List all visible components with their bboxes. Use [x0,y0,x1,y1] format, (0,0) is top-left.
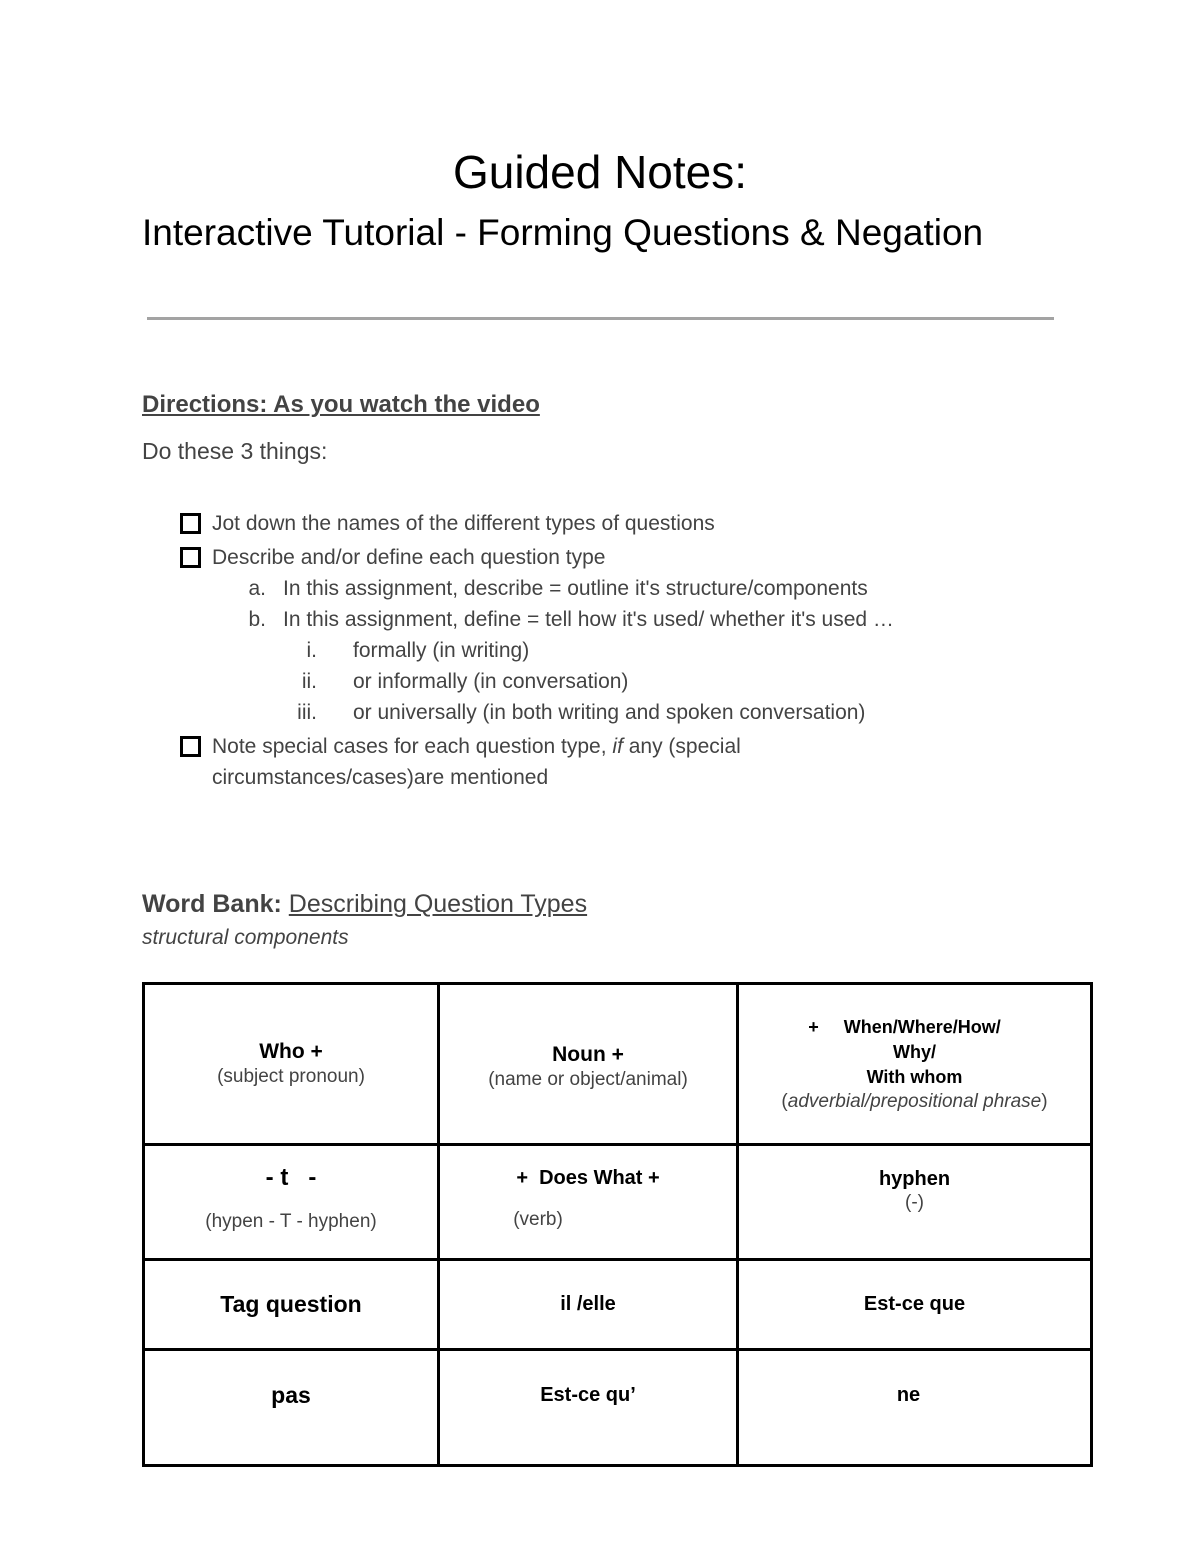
cell-main-text: hyphen [878,1167,951,1190]
cell-sub-text: (verb) [513,1208,563,1230]
page-title: Guided Notes: [452,146,748,198]
checklist-item-text-line2: circumstances/cases)are mentioned [212,766,549,789]
table-cell [439,1145,738,1260]
cell-sub-text: (subject pronoun) [217,1066,365,1087]
paren: ( [781,1090,788,1112]
page-subtitle: Interactive Tutorial - Forming Questions & Negation [142,212,984,253]
word-bank-heading [142,888,587,920]
table-cell [738,1260,1092,1350]
horizontal-divider [147,317,1054,320]
paren: ) [1041,1090,1048,1112]
word-bank-label: Word Bank: [142,890,282,918]
table-cell [144,1145,439,1260]
cell-main-text: - t - [265,1164,317,1191]
cell-sub-text: (hypen - T - hyphen) [205,1211,377,1232]
directions-heading: Directions: As you watch the video [142,391,540,418]
table-cell [144,984,439,1145]
table-cell [439,1350,738,1466]
word-bank-subtitle: structural components [142,926,349,949]
table-cell [144,1350,439,1466]
table-row [144,1260,1092,1350]
cell-line: With whom [866,1066,963,1087]
checkbox-icon[interactable] [180,547,201,568]
cell-main-text: Est-ce que [863,1293,966,1315]
table-cell [738,984,1092,1145]
cell-main-text: il /elle [560,1293,616,1315]
checklist-text-part: any (special [622,735,741,758]
table-cell [144,1260,439,1350]
cell-line: + When/Where/How/ [808,1016,1001,1037]
table-row [144,1350,1092,1466]
table-cell [439,984,738,1145]
list-marker: ii. [301,670,317,693]
sub-list-item-text: In this assignment, describe = outline it's structure/components [283,577,868,600]
list-marker: iii. [297,701,317,724]
cell-main-text: Tag question [220,1291,362,1317]
list-marker: a. [248,577,266,600]
word-bank-table [142,982,1093,1467]
sub-sub-list-item-text: formally (in writing) [353,639,530,662]
list-marker: i. [306,639,317,662]
checkbox-icon[interactable] [180,736,201,757]
cell-main-text: ne [896,1383,921,1406]
checklist-item-text: Describe and/or define each question type [212,546,606,569]
checklist-text-part: Note special cases for each question type, [212,735,613,758]
sub-sub-list-item-text: or universally (in both writing and spoken conversation) [353,701,866,724]
cell-line: Why/ [893,1041,936,1062]
cell-main-text: Who + [259,1040,323,1063]
cell-sub-text: (-) [905,1191,924,1213]
sub-sub-list-item-text: or informally (in conversation) [353,670,629,693]
cell-sub-text: (name or object/animal) [488,1069,688,1090]
checklist-item-text [212,731,741,762]
cell-main-text: pas [271,1382,311,1408]
checkbox-icon[interactable] [180,513,201,534]
table-cell [738,1145,1092,1260]
cell-main-text: Est-ce qu’ [540,1383,636,1406]
sub-list-item-text: In this assignment, define = tell how it's used/ whether it's used … [283,608,894,631]
directions-intro: Do these 3 things: [142,438,328,464]
table-row [144,1145,1092,1260]
cell-main-text: + Does What + [516,1166,660,1189]
checklist-text-italic: if [612,735,623,758]
table-cell [738,1350,1092,1466]
table-row [144,984,1092,1145]
checklist-item-text: Jot down the names of the different types of questions [212,512,715,535]
table-cell [439,1260,738,1350]
word-bank-title: Describing Question Types [288,890,588,918]
cell-main-text: Noun + [552,1043,624,1066]
cell-sub-text [739,1090,1090,1114]
cell-sub-italic: adverbial/prepositional phrase [787,1090,1042,1112]
list-marker: b. [248,608,266,631]
